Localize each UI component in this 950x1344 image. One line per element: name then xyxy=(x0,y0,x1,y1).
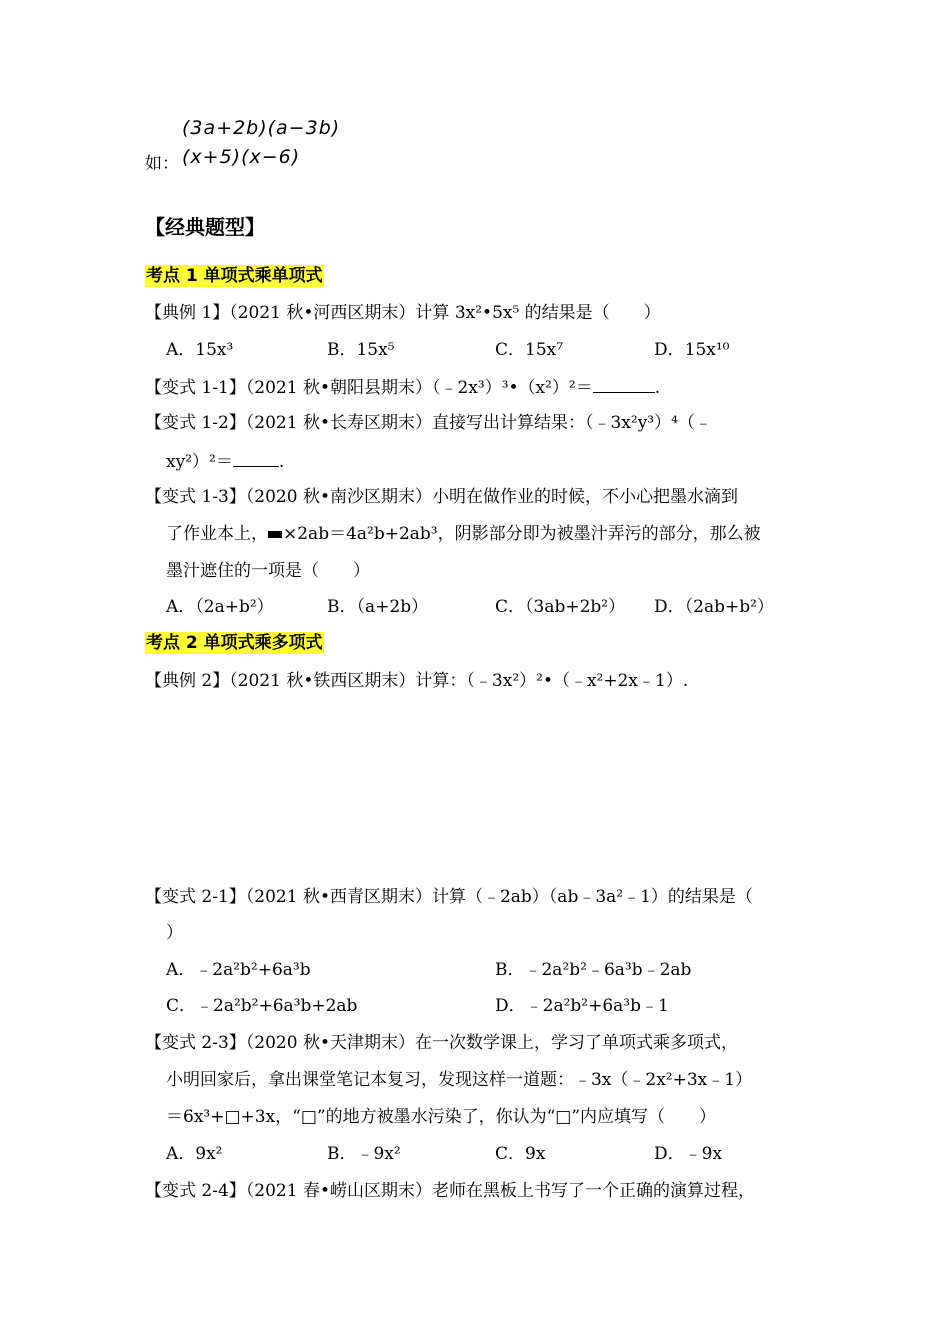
question-2-1-option-d: D．﹣2a²b²+6a³b﹣1 xyxy=(495,996,669,1016)
question-2-4-stem: 【变式 2-4】（2021 春•崂山区期末）老师在黑板上书写了一个正确的演算过程， xyxy=(145,1181,755,1201)
question-1-3-line-2 xyxy=(166,523,761,545)
question-1-3-option-a: A．（2a+b²） xyxy=(166,597,274,617)
question-1-1-line: 【变式 1-1】（2021 秋•朝阳县期末）（﹣2x³）³•（x²）²＝ . xyxy=(145,378,661,398)
question-2-stem: 【典例 2】（2021 秋•铁西区期末）计算：（﹣3x²）²•（﹣x²+2x﹣1）. xyxy=(145,671,689,691)
question-1-3-option-c: C．（3ab+2b²） xyxy=(495,597,626,617)
question-1-2-line-2: xy²）²＝ . xyxy=(166,452,285,472)
question-2-3-line-1: 【变式 2-3】（2020 秋•天津期末）在一次数学课上，学习了单项式乘多项式， xyxy=(145,1033,738,1053)
question-1-3-option-b: B．（a+2b） xyxy=(327,597,429,617)
question-2-3-option-d: D．﹣9x xyxy=(654,1144,723,1164)
question-1-option-d: D．15x¹⁰ xyxy=(654,340,730,360)
question-2-1-option-a: A．﹣2a²b²+6a³b xyxy=(166,960,311,980)
ink-blot-icon xyxy=(268,531,282,538)
question-2-1-line-1: 【变式 2-1】（2021 秋•西青区期末）计算（﹣2ab）（ab﹣3a²﹣1）的结果是（ xyxy=(145,887,753,907)
question-1-3-line-3: 墨汁遮住的一项是（ ） xyxy=(166,561,370,581)
question-1-1-stem: 【变式 1-1】（2021 秋•朝阳县期末）（﹣2x³）³•（x²）²＝ xyxy=(145,378,593,398)
example-prefix: 如： xyxy=(145,154,179,174)
question-1-2-stem: xy²）²＝ xyxy=(166,452,233,472)
question-1-3-equation: ×2ab＝4a²b+2ab³，阴影部分即为被墨汁弄污的部分，那么被 xyxy=(283,524,761,544)
question-2-3-option-a: A．9x² xyxy=(166,1144,223,1164)
question-1-option-b: B．15x⁵ xyxy=(327,340,395,360)
example-expression-1: (3a+2b)(a−3b) xyxy=(182,117,341,139)
example-expression-2: (x+5)(x−6) xyxy=(182,146,301,168)
question-1-3-line-1: 【变式 1-3】（2020 秋•南沙区期末）小明在做作业的时候，不小心把墨水滴到 xyxy=(145,487,738,507)
answer-blank[interactable] xyxy=(233,450,279,467)
question-1-2-line-1: 【变式 1-2】（2021 秋•长寿区期末）直接写出计算结果：（﹣3x²y³）⁴（﹣ xyxy=(145,413,712,433)
question-1-option-a: A．15x³ xyxy=(166,340,234,360)
question-2-3-option-b: B．﹣9x² xyxy=(327,1144,401,1164)
question-2-1-line-2: ） xyxy=(166,923,183,943)
topic-2-heading: 考点 2 单项式乘多项式 xyxy=(146,633,323,653)
question-2-3-line-2: 小明回家后，拿出课堂笔记本复习，发现这样一道题：﹣3x（﹣2x²+3x﹣1） xyxy=(166,1070,753,1090)
answer-blank[interactable] xyxy=(593,376,655,393)
question-1-3-prefix: 了作业本上， xyxy=(166,524,268,544)
question-2-3-option-c: C．9x xyxy=(495,1144,546,1164)
topic-1-heading: 考点 1 单项式乘单项式 xyxy=(146,266,323,286)
question-1-option-c: C．15x⁷ xyxy=(495,340,564,360)
question-2-1-option-b: B．﹣2a²b²﹣6a³b﹣2ab xyxy=(495,960,692,980)
question-2-1-option-c: C．﹣2a²b²+6a³b+2ab xyxy=(166,996,358,1016)
question-1-3-option-d: D．（2ab+b²） xyxy=(654,597,774,617)
question-1-stem: 【典例 1】（2021 秋•河西区期末）计算 3x²•5x⁵ 的结果是（ ） xyxy=(145,303,661,323)
question-2-3-line-3: ＝6x³+□+3x，“□”的地方被墨水污染了，你认为“□”内应填写（ ） xyxy=(166,1107,717,1127)
section-title: 【经典题型】 xyxy=(145,215,265,239)
